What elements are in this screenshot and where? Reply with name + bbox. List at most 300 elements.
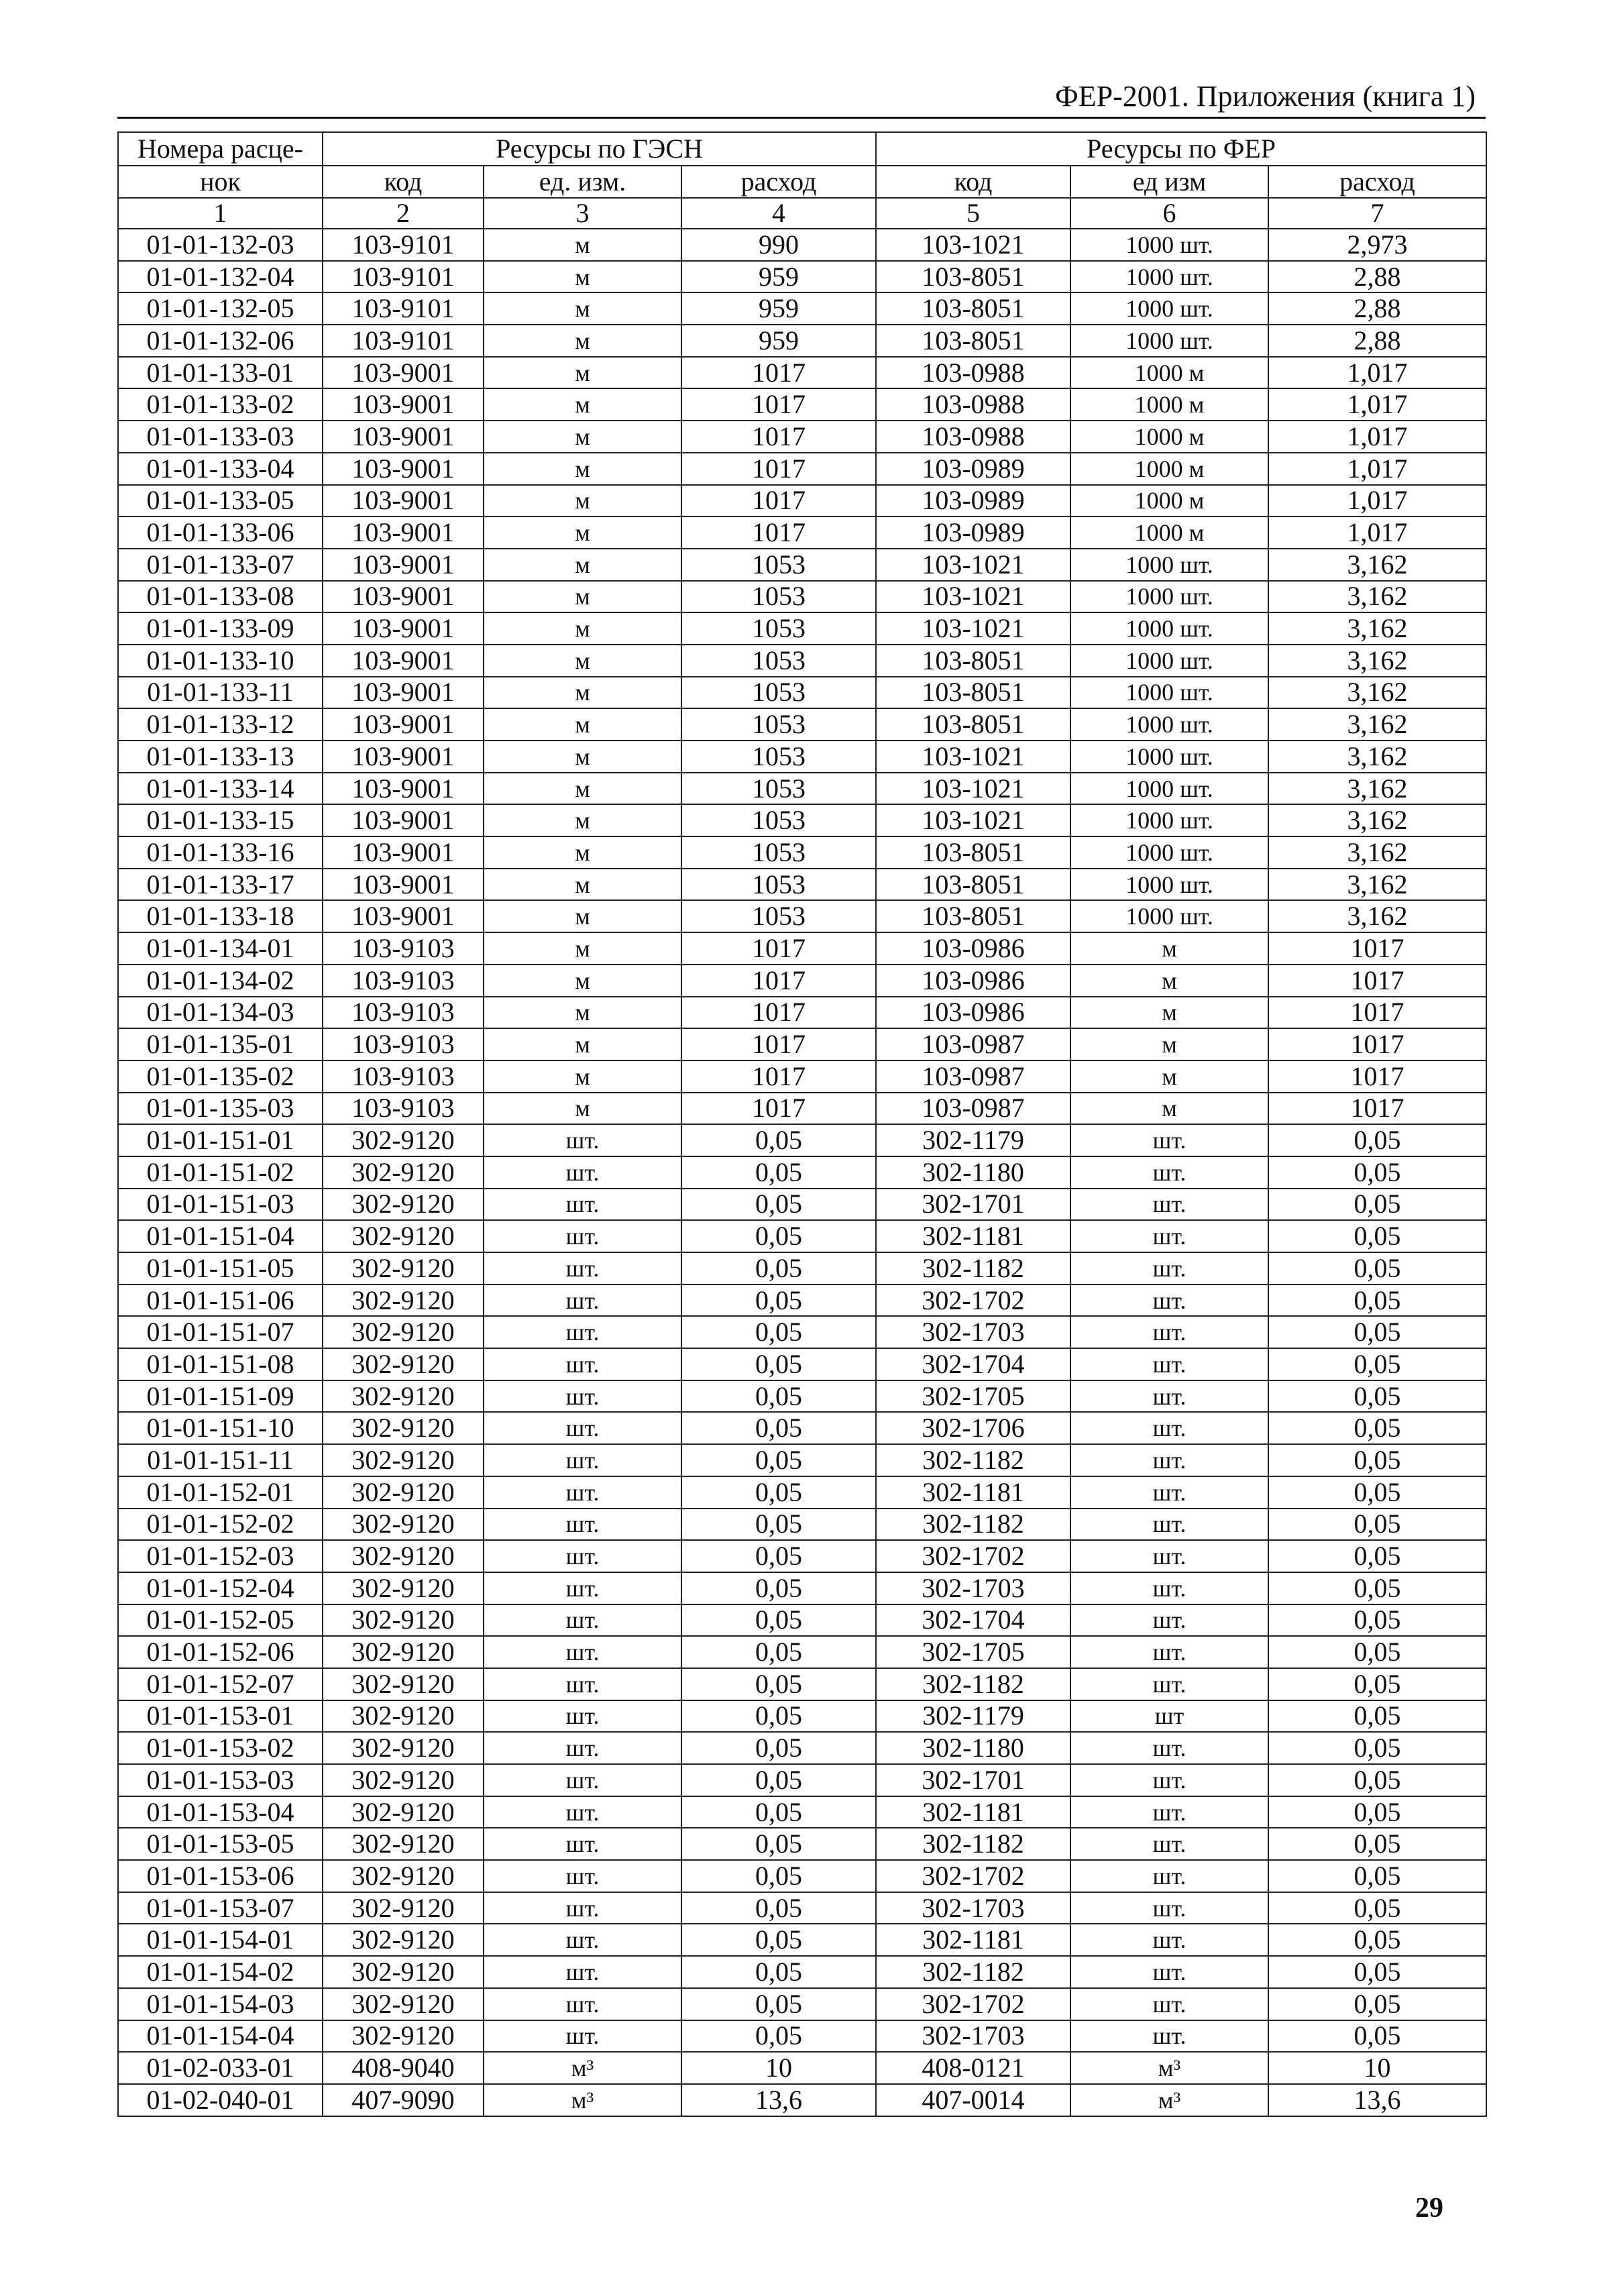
fer-code-cell: 302-1182 [876,1509,1070,1541]
fer-unit-cell: шт. [1070,1540,1268,1572]
gesn-consumption-cell: 0,05 [681,1828,876,1860]
gesn-code-cell: 302-9120 [323,1892,484,1924]
gesn-code-cell: 103-9001 [323,485,484,517]
fer-consumption-cell: 3,162 [1268,804,1486,836]
gesn-code-cell: 103-9103 [323,932,484,965]
fer-code-cell: 103-0987 [876,1093,1070,1125]
fer-consumption-cell: 3,162 [1268,869,1486,901]
table-row [118,612,1486,645]
fer-unit-cell: м [1070,965,1268,997]
gesn-unit-cell: м [484,261,681,293]
gesn-code-cell: 103-9001 [323,741,484,773]
table-row [118,1668,1486,1700]
gesn-unit-cell: м [484,516,681,549]
fer-code-cell: 302-1182 [876,1828,1070,1860]
fer-consumption-cell: 1017 [1268,1028,1486,1060]
fer-code-cell: 103-8051 [876,836,1070,869]
gesn-consumption-cell: 1017 [681,453,876,485]
table-row [118,1252,1486,1284]
gesn-consumption-cell: 1017 [681,357,876,389]
table-row [118,1700,1486,1733]
gesn-consumption-cell: 959 [681,325,876,357]
fer-unit-cell: шт. [1070,1860,1268,1892]
fer-consumption-cell: 1017 [1268,997,1486,1029]
gesn-unit-cell: шт. [484,1796,681,1828]
fer-unit-cell: 1000 шт. [1070,708,1268,741]
fer-consumption-cell: 2,88 [1268,292,1486,325]
rate-number-cell: 01-01-152-07 [118,1668,323,1700]
fer-consumption-cell: 3,162 [1268,836,1486,869]
fer-consumption-cell: 0,05 [1268,1764,1486,1796]
column-number: 1 [118,198,323,229]
rate-number-cell: 01-01-133-05 [118,485,323,517]
fer-consumption-cell: 1,017 [1268,421,1486,453]
gesn-unit-cell: м [484,869,681,901]
fer-code-cell: 302-1181 [876,1476,1070,1509]
fer-unit-cell: 1000 шт. [1070,773,1268,805]
fer-unit-cell: шт. [1070,1828,1268,1860]
fer-code-cell: 408-0121 [876,2052,1070,2084]
fer-unit-cell: шт. [1070,1124,1268,1156]
rate-number-cell: 01-01-154-02 [118,1956,323,1988]
gesn-unit-cell: шт. [484,1284,681,1317]
fer-code-cell: 103-0989 [876,516,1070,549]
gesn-code-cell: 302-9120 [323,1796,484,1828]
fer-consumption-cell: 3,162 [1268,741,1486,773]
fer-consumption-cell: 0,05 [1268,1380,1486,1413]
fer-unit-cell: 1000 м [1070,421,1268,453]
fer-unit-cell: 1000 м [1070,516,1268,549]
table-row [118,677,1486,709]
table-row [118,229,1486,261]
rate-number-cell: 01-01-151-06 [118,1284,323,1317]
gesn-consumption-cell: 1017 [681,485,876,517]
gesn-code-cell: 302-9120 [323,1764,484,1796]
table-row [118,1636,1486,1668]
table-row [118,836,1486,869]
gesn-consumption-cell: 0,05 [681,2020,876,2053]
gesn-code-cell: 103-9001 [323,357,484,389]
rate-number-cell: 01-01-134-02 [118,965,323,997]
rate-number-cell: 01-01-133-04 [118,453,323,485]
gesn-unit-cell: шт. [484,1828,681,1860]
table-row [118,1348,1486,1380]
rate-number-cell: 01-01-151-09 [118,1380,323,1413]
gesn-code-cell: 103-9001 [323,388,484,421]
running-header: ФЕР-2001. Приложения (книга 1) [1055,80,1476,113]
gesn-unit-cell: шт. [484,2020,681,2053]
gesn-code-cell: 103-9001 [323,677,484,709]
rate-number-cell: 01-01-133-08 [118,581,323,613]
gesn-consumption-cell: 1053 [681,581,876,613]
gesn-consumption-cell: 0,05 [681,1124,876,1156]
fer-consumption-cell: 0,05 [1268,1412,1486,1444]
table-row [118,421,1486,453]
gesn-consumption-cell: 1053 [681,677,876,709]
header-rule [117,117,1486,119]
fer-consumption-cell: 2,973 [1268,229,1486,261]
fer-unit-cell: шт. [1070,1924,1268,1956]
gesn-consumption-cell: 1053 [681,836,876,869]
table-row [118,932,1486,965]
table-row [118,900,1486,932]
rate-number-cell: 01-01-151-01 [118,1124,323,1156]
table-row [118,581,1486,613]
gesn-code-cell: 103-9103 [323,1060,484,1093]
gesn-unit-cell: м [484,549,681,581]
gesn-code-cell: 103-9001 [323,421,484,453]
gesn-unit-cell: шт. [484,1700,681,1733]
rate-number-cell: 01-01-152-02 [118,1509,323,1541]
table-row [118,1093,1486,1125]
gesn-consumption-cell: 1053 [681,708,876,741]
fer-code-cell: 302-1705 [876,1636,1070,1668]
table-row [118,1540,1486,1572]
fer-unit-cell: шт. [1070,1412,1268,1444]
fer-code-cell: 302-1702 [876,1860,1070,1892]
fer-consumption-cell: 0,05 [1268,1924,1486,1956]
fer-code-cell: 302-1703 [876,1892,1070,1924]
table-row [118,1604,1486,1637]
gesn-consumption-cell: 1017 [681,965,876,997]
fer-code-cell: 302-1182 [876,1252,1070,1284]
fer-code-cell: 103-0988 [876,421,1070,453]
gesn-code-cell: 302-9120 [323,1220,484,1252]
gesn-consumption-cell: 13,6 [681,2084,876,2116]
rate-number-cell: 01-01-132-06 [118,325,323,357]
fer-code-cell: 302-1704 [876,1348,1070,1380]
gesn-code-cell: 302-9120 [323,1348,484,1380]
table-row [118,773,1486,805]
fer-unit-cell: 1000 шт. [1070,325,1268,357]
gesn-code-cell: 103-9001 [323,708,484,741]
rate-number-cell: 01-01-153-05 [118,1828,323,1860]
fer-consumption-cell: 3,162 [1268,708,1486,741]
fer-consumption-cell: 1017 [1268,1093,1486,1125]
table-row [118,1444,1486,1476]
gesn-consumption-cell: 1053 [681,741,876,773]
gesn-code-cell: 302-9120 [323,1572,484,1604]
gesn-code-cell: 407-9090 [323,2084,484,2116]
gesn-unit-cell: м [484,997,681,1029]
rate-number-cell: 01-01-154-04 [118,2020,323,2053]
gesn-consumption-cell: 0,05 [681,1924,876,1956]
fer-consumption-cell: 0,05 [1268,2020,1486,2053]
fer-unit-cell: шт. [1070,1156,1268,1189]
fer-consumption-cell: 0,05 [1268,1316,1486,1348]
fer-unit-cell: шт. [1070,2020,1268,2053]
header-gesn-code: код [323,166,484,198]
gesn-unit-cell: м [484,453,681,485]
fer-code-cell: 103-0986 [876,997,1070,1029]
fer-consumption-cell: 0,05 [1268,1509,1486,1541]
fer-unit-cell: шт. [1070,1509,1268,1541]
rate-number-cell: 01-01-154-03 [118,1988,323,2020]
table-row [118,2084,1486,2116]
fer-consumption-cell: 0,05 [1268,1732,1486,1764]
fer-consumption-cell: 1,017 [1268,516,1486,549]
rate-number-cell: 01-01-133-18 [118,900,323,932]
gesn-code-cell: 103-9001 [323,453,484,485]
gesn-code-cell: 302-9120 [323,1956,484,1988]
gesn-unit-cell: м [484,932,681,965]
fer-consumption-cell: 2,88 [1268,325,1486,357]
gesn-unit-cell: м [484,1028,681,1060]
fer-consumption-cell: 3,162 [1268,612,1486,645]
rate-number-cell: 01-01-133-02 [118,388,323,421]
fer-code-cell: 302-1179 [876,1124,1070,1156]
gesn-code-cell: 302-9120 [323,1316,484,1348]
gesn-unit-cell: м [484,741,681,773]
rate-number-cell: 01-01-151-07 [118,1316,323,1348]
table-row [118,1189,1486,1221]
fer-consumption-cell: 0,05 [1268,1476,1486,1509]
fer-code-cell: 302-1705 [876,1380,1070,1413]
fer-consumption-cell: 0,05 [1268,1348,1486,1380]
gesn-consumption-cell: 1017 [681,516,876,549]
table-row [118,1988,1486,2020]
fer-unit-cell: шт. [1070,1476,1268,1509]
fer-unit-cell: 1000 шт. [1070,804,1268,836]
rate-number-cell: 01-01-135-03 [118,1093,323,1125]
gesn-consumption-cell: 1017 [681,932,876,965]
fer-code-cell: 302-1182 [876,1668,1070,1700]
gesn-unit-cell: м [484,677,681,709]
fer-unit-cell: 1000 м [1070,453,1268,485]
fer-code-cell: 103-8051 [876,292,1070,325]
gesn-consumption-cell: 0,05 [681,1252,876,1284]
gesn-code-cell: 103-9101 [323,229,484,261]
gesn-consumption-cell: 1053 [681,900,876,932]
rate-number-cell: 01-01-133-01 [118,357,323,389]
table-row [118,357,1486,389]
gesn-consumption-cell: 0,05 [681,1796,876,1828]
gesn-unit-cell: шт. [484,1892,681,1924]
fer-consumption-cell: 0,05 [1268,1284,1486,1317]
table-row [118,1764,1486,1796]
fer-code-cell: 302-1180 [876,1156,1070,1189]
fer-unit-cell: м [1070,932,1268,965]
fer-consumption-cell: 0,05 [1268,1252,1486,1284]
table-row [118,965,1486,997]
fer-unit-cell: 1000 шт. [1070,612,1268,645]
fer-code-cell: 103-1021 [876,581,1070,613]
gesn-code-cell: 302-9120 [323,1988,484,2020]
fer-consumption-cell: 3,162 [1268,645,1486,677]
fer-consumption-cell: 0,05 [1268,1988,1486,2020]
fer-consumption-cell: 1017 [1268,965,1486,997]
gesn-code-cell: 103-9001 [323,612,484,645]
gesn-code-cell: 103-9101 [323,292,484,325]
fer-consumption-cell: 3,162 [1268,773,1486,805]
fer-code-cell: 302-1706 [876,1412,1070,1444]
gesn-consumption-cell: 1017 [681,997,876,1029]
fer-unit-cell: шт [1070,1700,1268,1733]
gesn-unit-cell: шт. [484,1860,681,1892]
fer-consumption-cell: 1,017 [1268,357,1486,389]
fer-code-cell: 103-1021 [876,612,1070,645]
fer-consumption-cell: 3,162 [1268,900,1486,932]
gesn-unit-cell: м [484,612,681,645]
rate-number-cell: 01-01-133-12 [118,708,323,741]
fer-consumption-cell: 0,05 [1268,1860,1486,1892]
gesn-code-cell: 302-9120 [323,1509,484,1541]
resources-table [117,131,1487,2117]
table-row [118,1796,1486,1828]
gesn-unit-cell: м [484,421,681,453]
fer-consumption-cell: 3,162 [1268,677,1486,709]
rate-number-cell: 01-01-152-03 [118,1540,323,1572]
fer-unit-cell: шт. [1070,1796,1268,1828]
table-row [118,1892,1486,1924]
gesn-unit-cell: шт. [484,1732,681,1764]
rate-number-cell: 01-01-151-08 [118,1348,323,1380]
gesn-code-cell: 302-9120 [323,1156,484,1189]
table-row [118,485,1486,517]
gesn-unit-cell: шт. [484,1988,681,2020]
fer-code-cell: 103-1021 [876,804,1070,836]
gesn-consumption-cell: 0,05 [681,1956,876,1988]
fer-unit-cell: шт. [1070,1764,1268,1796]
fer-consumption-cell: 0,05 [1268,1828,1486,1860]
fer-consumption-cell: 0,05 [1268,1636,1486,1668]
fer-code-cell: 103-8051 [876,869,1070,901]
rate-number-cell: 01-01-151-04 [118,1220,323,1252]
fer-unit-cell: м³ [1070,2084,1268,2116]
fer-code-cell: 302-1182 [876,1956,1070,1988]
fer-unit-cell: шт. [1070,1604,1268,1637]
table-row [118,997,1486,1029]
rate-number-cell: 01-01-151-05 [118,1252,323,1284]
fer-unit-cell: шт. [1070,1636,1268,1668]
gesn-consumption-cell: 0,05 [681,1348,876,1380]
fer-unit-cell: 1000 шт. [1070,549,1268,581]
gesn-unit-cell: шт. [484,1252,681,1284]
fer-consumption-cell: 1,017 [1268,453,1486,485]
gesn-code-cell: 103-9103 [323,965,484,997]
rate-number-cell: 01-01-151-10 [118,1412,323,1444]
rate-number-cell: 01-01-134-03 [118,997,323,1029]
table-row [118,1380,1486,1413]
fer-unit-cell: 1000 шт. [1070,900,1268,932]
gesn-unit-cell: шт. [484,1509,681,1541]
rate-number-cell: 01-01-133-03 [118,421,323,453]
fer-unit-cell: шт. [1070,1348,1268,1380]
gesn-unit-cell: шт. [484,1380,681,1413]
fer-unit-cell: 1000 шт. [1070,292,1268,325]
table-row [118,2020,1486,2053]
fer-code-cell: 302-1702 [876,1988,1070,2020]
gesn-consumption-cell: 1053 [681,549,876,581]
column-number: 2 [323,198,484,229]
fer-unit-cell: 1000 шт. [1070,581,1268,613]
gesn-unit-cell: м³ [484,2084,681,2116]
gesn-unit-cell: м [484,645,681,677]
table-row [118,1156,1486,1189]
gesn-code-cell: 302-9120 [323,1668,484,1700]
fer-unit-cell: 1000 шт. [1070,869,1268,901]
table-row [118,261,1486,293]
table-row [118,804,1486,836]
fer-unit-cell: 1000 шт. [1070,836,1268,869]
header-gesn-unit: ед. изм. [484,166,681,198]
fer-code-cell: 302-1180 [876,1732,1070,1764]
gesn-unit-cell: м [484,1093,681,1125]
rate-number-cell: 01-01-135-02 [118,1060,323,1093]
rate-number-cell: 01-01-135-01 [118,1028,323,1060]
gesn-unit-cell: шт. [484,1604,681,1637]
fer-consumption-cell: 1,017 [1268,388,1486,421]
fer-code-cell: 103-8051 [876,645,1070,677]
rate-number-cell: 01-01-133-15 [118,804,323,836]
table-row [118,1028,1486,1060]
gesn-code-cell: 302-9120 [323,1412,484,1444]
gesn-consumption-cell: 10 [681,2052,876,2084]
fer-code-cell: 302-1704 [876,1604,1070,1637]
gesn-consumption-cell: 0,05 [681,1316,876,1348]
fer-code-cell: 103-0988 [876,388,1070,421]
gesn-consumption-cell: 990 [681,229,876,261]
gesn-unit-cell: шт. [484,1636,681,1668]
fer-consumption-cell: 1,017 [1268,485,1486,517]
gesn-unit-cell: шт. [484,1476,681,1509]
fer-code-cell: 103-1021 [876,773,1070,805]
rate-number-cell: 01-01-153-03 [118,1764,323,1796]
fer-unit-cell: шт. [1070,1316,1268,1348]
gesn-unit-cell: шт. [484,1572,681,1604]
fer-unit-cell: шт. [1070,1988,1268,2020]
header-fer-resources: Ресурсы по ФЕР [876,132,1486,166]
gesn-unit-cell: м [484,900,681,932]
rate-number-cell: 01-01-151-03 [118,1189,323,1221]
fer-code-cell: 302-1181 [876,1796,1070,1828]
gesn-unit-cell: шт. [484,1220,681,1252]
fer-consumption-cell: 0,05 [1268,1956,1486,1988]
rate-number-cell: 01-01-152-05 [118,1604,323,1637]
gesn-consumption-cell: 0,05 [681,1572,876,1604]
fer-consumption-cell: 0,05 [1268,1444,1486,1476]
rate-number-cell: 01-01-151-11 [118,1444,323,1476]
gesn-consumption-cell: 0,05 [681,1509,876,1541]
header-rates: Номера расце- [118,132,323,166]
gesn-code-cell: 103-9001 [323,869,484,901]
table-row [118,1220,1486,1252]
gesn-consumption-cell: 0,05 [681,1988,876,2020]
fer-unit-cell: 1000 м [1070,485,1268,517]
gesn-consumption-cell: 1017 [681,1028,876,1060]
fer-unit-cell: 1000 м [1070,357,1268,389]
gesn-unit-cell: м [484,708,681,741]
gesn-code-cell: 103-9103 [323,997,484,1029]
rate-number-cell: 01-01-153-06 [118,1860,323,1892]
gesn-code-cell: 302-9120 [323,1444,484,1476]
rate-number-cell: 01-01-154-01 [118,1924,323,1956]
table-row [118,1732,1486,1764]
fer-unit-cell: шт. [1070,1668,1268,1700]
gesn-unit-cell: шт. [484,1124,681,1156]
gesn-unit-cell: шт. [484,1156,681,1189]
table-row [118,1509,1486,1541]
fer-unit-cell: 1000 шт. [1070,261,1268,293]
gesn-unit-cell: м [484,965,681,997]
fer-code-cell: 302-1181 [876,1924,1070,1956]
gesn-unit-cell: м [484,836,681,869]
fer-code-cell: 302-1702 [876,1540,1070,1572]
gesn-consumption-cell: 1017 [681,1093,876,1125]
gesn-unit-cell: м [484,804,681,836]
table-row [118,1572,1486,1604]
gesn-code-cell: 302-9120 [323,1252,484,1284]
